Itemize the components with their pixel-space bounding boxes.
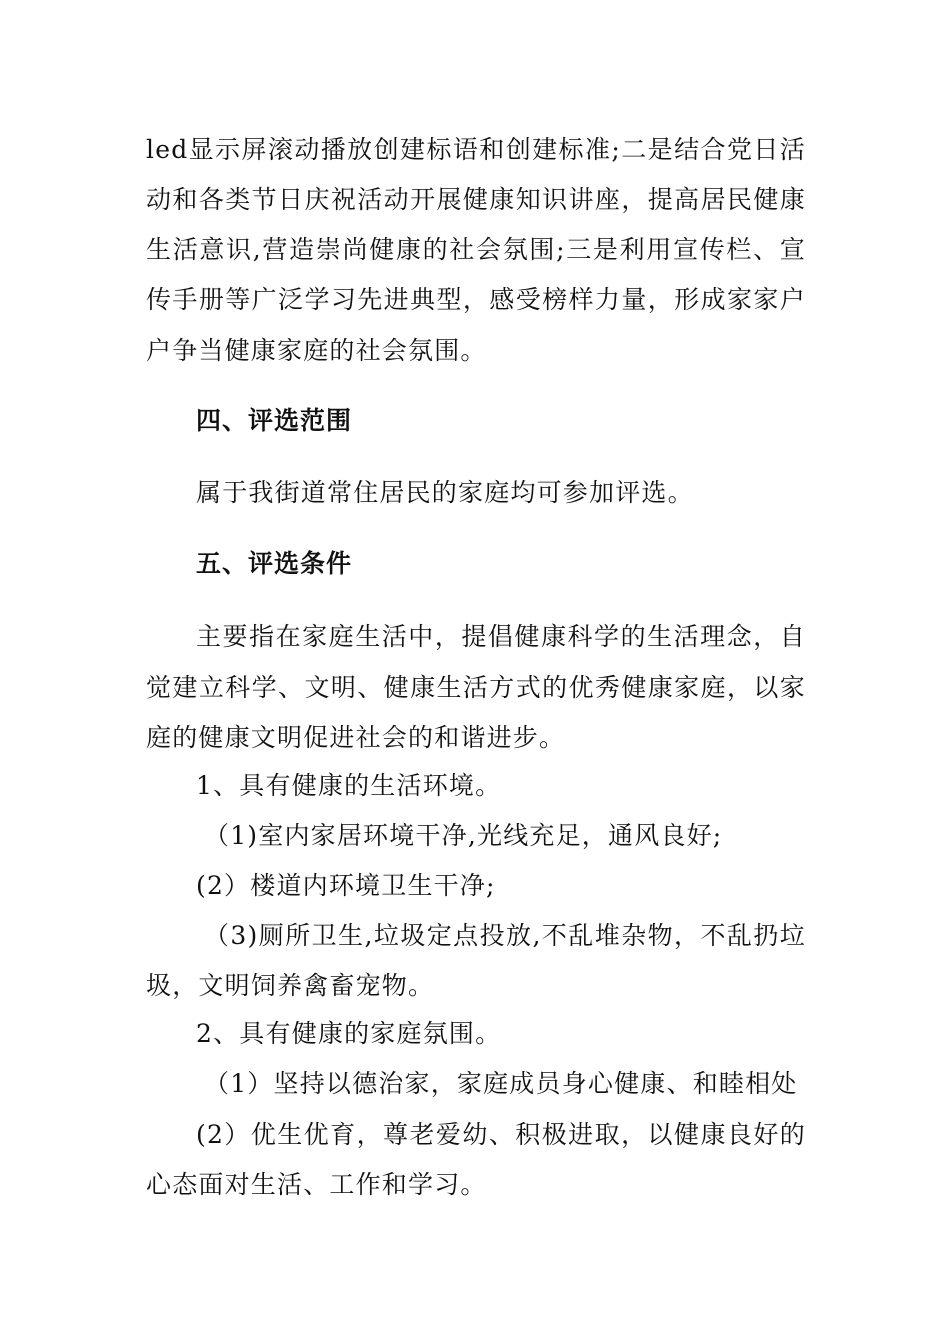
paragraph-criteria-line-3: 庭的健康文明促进社会的和谐进步。 <box>146 723 566 752</box>
paragraph-publicity-line-4: 传手册等广泛学习先进典型，感受榜样力量，形成家家户 <box>146 285 806 314</box>
sub-item-sanitation-line-1: （3)厕所卫生,垃圾定点投放,不乱堆杂物，不乱扔垃 <box>204 921 806 950</box>
paragraph-scope: 属于我街道常住居民的家庭均可参加评选。 <box>196 478 694 507</box>
sub-item-family-virtue: （1）坚持以德治家，家庭成员身心健康、和睦相处 <box>204 1069 798 1098</box>
section-heading-selection-scope: 四、评选范围 <box>196 406 353 435</box>
paragraph-criteria-line-2: 觉建立科学、文明、健康生活方式的优秀健康家庭，以家 <box>146 673 806 702</box>
sub-item-corridor: (2）楼道内环境卫生干净; <box>196 871 496 900</box>
paragraph-criteria-line-1: 主要指在家庭生活中，提倡健康科学的生活理念，自 <box>196 622 806 651</box>
paragraph-publicity-line-5: 户争当健康家庭的社会氛围。 <box>146 336 487 365</box>
paragraph-publicity-line-3: 生活意识,营造崇尚健康的社会氛围;三是利用宣传栏、宣 <box>146 235 806 264</box>
sub-item-attitude-line-2: 心态面对生活、工作和学习。 <box>146 1170 487 1199</box>
list-item-healthy-environment: 1、具有健康的生活环境。 <box>196 771 502 800</box>
paragraph-publicity-line-1: led显示屏滚动播放创建标语和创建标准;二是结合党日活 <box>146 135 806 164</box>
sub-item-sanitation-line-2: 圾，文明饲养禽畜宠物。 <box>146 971 435 1000</box>
section-heading-selection-criteria: 五、评选条件 <box>196 549 353 578</box>
paragraph-publicity-line-2: 动和各类节日庆祝活动开展健康知识讲座，提高居民健康 <box>146 185 806 214</box>
sub-item-attitude-line-1: (2）优生优育，尊老爱幼、积极进取，以健康良好的 <box>196 1120 806 1149</box>
list-item-healthy-atmosphere: 2、具有健康的家庭氛围。 <box>196 1019 502 1048</box>
sub-item-indoor-environment: （1)室内家居环境干净,光线充足，通风良好; <box>204 821 723 850</box>
